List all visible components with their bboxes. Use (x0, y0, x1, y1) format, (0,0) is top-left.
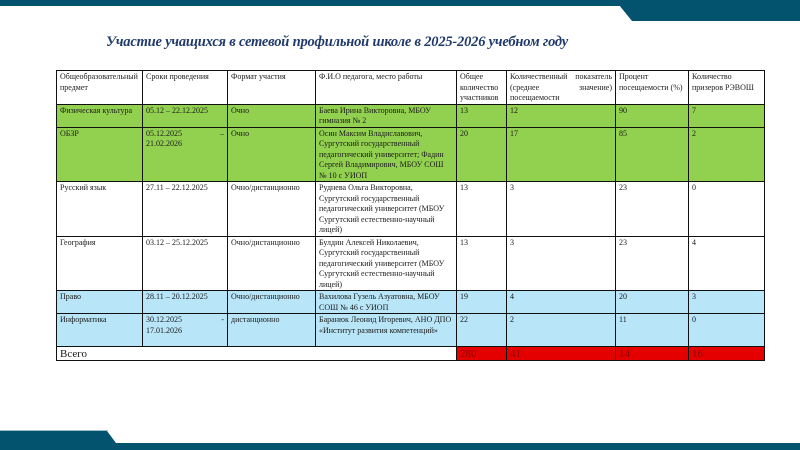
cell-teacher: Баранюк Леонид Игоревич, АНО ДПО «Институт развития компетенций» (316, 314, 457, 347)
participation-table (56, 70, 765, 361)
cell-dates (143, 314, 228, 347)
header-format: Формат участия (228, 71, 316, 105)
cell-winners: 3 (689, 291, 765, 314)
header-subject: Общеобразовательный предмет (57, 71, 143, 105)
cell-format: Очно (228, 104, 316, 127)
table-row (57, 314, 765, 347)
cell-format: Очно/дистанционно (228, 182, 316, 237)
cell-teacher: Булдин Алексей Николаевич, Сургутский государственный педагогический университет (МБОУ Сургутский естественно-научный лицей) (316, 236, 457, 291)
header-teacher: Ф.И.О педагога, место работы (316, 71, 457, 105)
header-percent: Процент посещаемости (%) (616, 71, 689, 105)
total-label: Всего (57, 347, 457, 361)
table-row (57, 104, 765, 127)
slide-title: Участие учащихся в сетевой профильной школе в 2025-2026 учебном году (106, 34, 568, 50)
cell-winners: 7 (689, 104, 765, 127)
total-percent: 14 (616, 347, 689, 361)
total-winners: 16 (689, 347, 765, 361)
cell-percent: 11 (616, 314, 689, 347)
header-avg: Количественный показатель (среднее значение) посещаемости (507, 71, 616, 105)
cell-format: Очно/дистанционно (228, 291, 316, 314)
date-end: 17.01.2026 (146, 325, 182, 335)
cell-percent: 85 (616, 127, 689, 182)
total-participants: 280 (457, 347, 507, 361)
cell-total: 22 (457, 314, 507, 347)
cell-total: 13 (457, 236, 507, 291)
cell-avg: 17 (507, 127, 616, 182)
cell-subject: География (57, 236, 143, 291)
bottom-decorative-band (0, 430, 800, 450)
cell-percent: 90 (616, 104, 689, 127)
cell-total: 13 (457, 104, 507, 127)
header-total: Общее количество участников (457, 71, 507, 105)
cell-avg: 3 (507, 182, 616, 237)
cell-teacher: Руднева Ольга Викторовна, Сургутский государственный педагогический университет (МБОУ Сургутский естественно-научный лицей) (316, 182, 457, 237)
bottom-decorative-line (0, 430, 108, 431)
total-avg: 41 (507, 347, 616, 361)
table-row (57, 236, 765, 291)
cell-total: 19 (457, 291, 507, 314)
cell-winners: 4 (689, 236, 765, 291)
table-row (57, 127, 765, 182)
cell-dates: 05.12 – 22.12.2025 (143, 104, 228, 127)
table-row (57, 291, 765, 314)
cell-dates (143, 127, 228, 182)
cell-subject: ОБЗР (57, 127, 143, 182)
cell-avg: 2 (507, 314, 616, 347)
cell-avg: 12 (507, 104, 616, 127)
cell-teacher: Баева Ирина Викторовна, МБОУ гимназия № 2 (316, 104, 457, 127)
cell-total: 20 (457, 127, 507, 182)
cell-subject: Русский язык (57, 182, 143, 237)
cell-winners: 0 (689, 314, 765, 347)
cell-teacher: Осин Максим Владиславович, Сургутский государственный педагогический университет; Фадин Сергей Владимирович, МБОУ СОШ № 10 с УИОП (316, 127, 457, 182)
cell-percent: 20 (616, 291, 689, 314)
cell-dates: 03.12 – 25.12.2025 (143, 236, 228, 291)
table-row (57, 182, 765, 237)
date-end: 21.02.2026 (146, 139, 182, 148)
cell-format: дистанционно (228, 314, 316, 347)
cell-avg: 4 (507, 291, 616, 314)
date-start: 30.12.2025 (146, 315, 182, 324)
cell-percent: 23 (616, 182, 689, 237)
header-dates: Сроки проведения (143, 71, 228, 105)
cell-percent: 23 (616, 236, 689, 291)
cell-dates: 27.11 – 22.12.2025 (143, 182, 228, 237)
cell-total: 13 (457, 182, 507, 237)
header-winners: Количество призеров РЭВОШ (689, 71, 765, 105)
cell-subject: Информатика (57, 314, 143, 347)
cell-avg: 3 (507, 236, 616, 291)
cell-format: Очно (228, 127, 316, 182)
cell-teacher: Вахилова Гузель Азуатовна, МБОУ СОШ № 46 с УИОП (316, 291, 457, 314)
date-separator: – (220, 128, 224, 138)
cell-winners: 2 (689, 127, 765, 182)
date-separator: - (221, 315, 224, 324)
cell-subject: Право (57, 291, 143, 314)
date-start: 05.12.2025 (146, 128, 182, 138)
cell-dates: 28.11 – 20.12.2025 (143, 291, 228, 314)
table-header-row (57, 71, 765, 105)
table-total-row (57, 347, 765, 361)
cell-subject: Физическая культура (57, 104, 143, 127)
cell-format: Очно/дистанционно (228, 236, 316, 291)
cell-winners: 0 (689, 182, 765, 237)
